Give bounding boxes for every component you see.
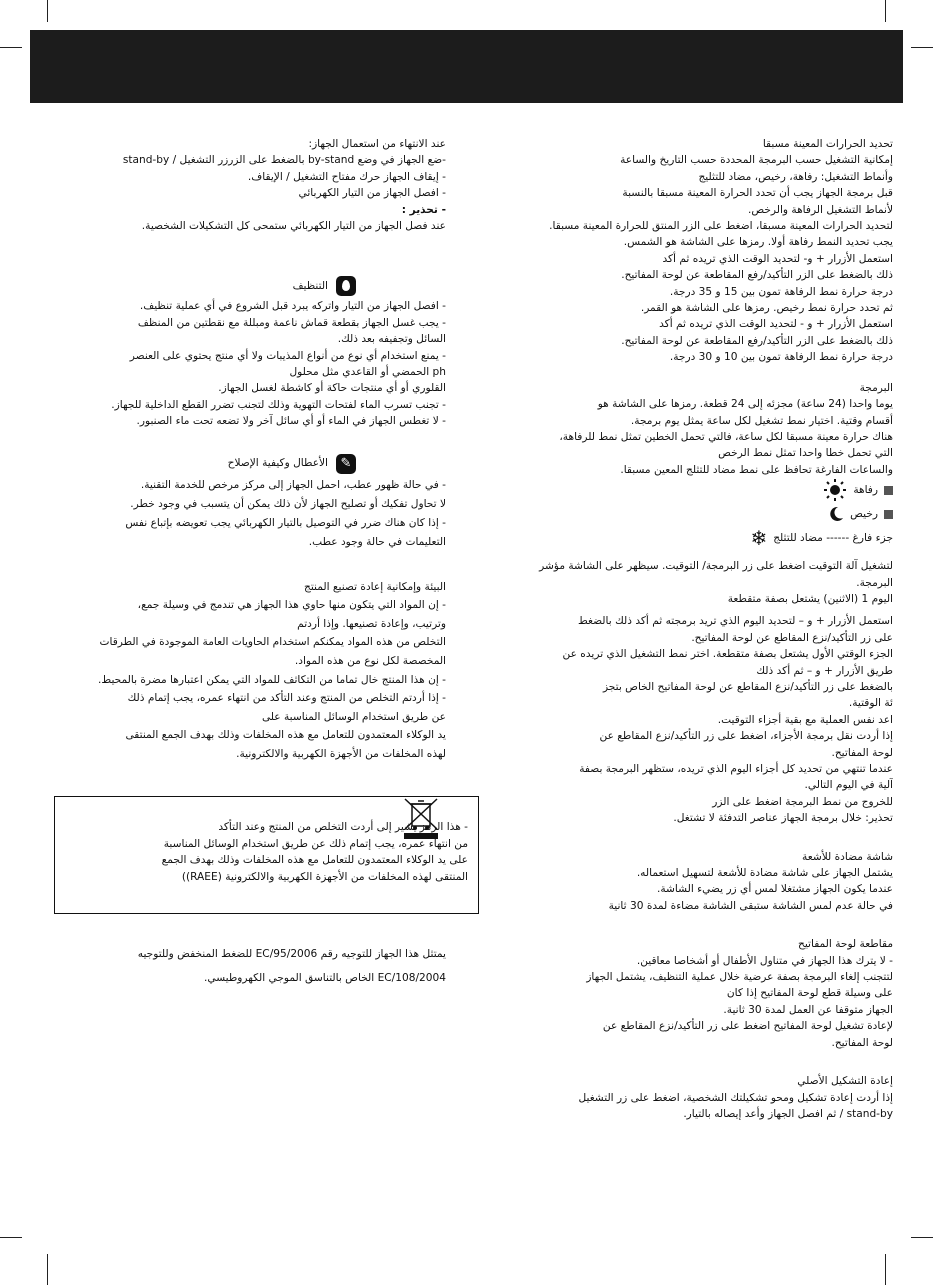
text-line: اليوم 1 (الاثنين) يشتعل بصفة متقطعة <box>727 592 893 605</box>
warning-label: - تحذير : <box>401 203 446 216</box>
text-line: - افصل الجهاز من التيار واتركه يبرد قبل الشروع في أي عملية تنظيف. <box>139 300 446 313</box>
text-line: لأنماط التشغيل الرفاهة والرخص. <box>748 203 893 216</box>
text-line: الجهاز متوقفا عن العمل لمدة 30 ثانية. <box>723 1003 893 1016</box>
text-line: - إن المواد التي يتكون منها حاوي هذا الجهاز هي تندمج في وسيلة جمع، <box>137 599 446 612</box>
factory-reset-section <box>453 1073 893 1122</box>
left-column <box>31 136 446 764</box>
crop-mark <box>47 1254 48 1285</box>
sun-icon <box>823 478 847 502</box>
after-use-section <box>31 136 446 234</box>
text-line: تحذير: خلال برمجة الجهاز عناصر التدفئة لا تشتغل. <box>673 812 893 825</box>
text-line: - افصل الجهاز من التيار الكهربائي <box>298 187 446 200</box>
text-line: درجة حرارة نمط الرفاهة تمون بين 15 و 35 درجة. <box>669 285 893 298</box>
mode-label: رفاهة <box>853 483 878 496</box>
anti-glare-section <box>453 849 893 915</box>
text-line: لهذه المخلفات من الأجهزة الكهربية والالكترونية. <box>236 748 446 761</box>
timer-section <box>453 558 893 827</box>
text-line: - لا تغطس الجهاز في الماء أو أي سائل آخر ولا تضعه تحت ماء الصنبور. <box>136 415 446 428</box>
text-line: استعمل الأزرار + و - لتحديد الوقت الذي تريده ثم أكد <box>659 318 893 331</box>
text-line: EC/108/2004 الخاص بالتناسق الموجي الكهروطيسي. <box>204 972 446 984</box>
text-line: قبل برمجة الجهاز يجب أن تحدد الحرارة المعينة مسبقا بالنسبة <box>622 187 893 200</box>
text-line: آلية في اليوم التالي. <box>804 779 893 792</box>
crop-mark <box>47 0 48 22</box>
cleaning-section <box>31 298 446 429</box>
text-line: استعمل الأزرار + و- لتحديد الوقت الذي تريده ثم أكد <box>662 252 893 265</box>
crop-mark <box>911 47 933 48</box>
text-line: وترتيب، وإعادة تصنيعها. وإذا أردتم <box>297 617 446 630</box>
crop-mark <box>0 1237 22 1238</box>
weee-notice-box <box>54 796 479 914</box>
cleaning-heading <box>31 276 446 296</box>
text-line: يد الوكلاء المعتمدون للتعامل مع هذه المخلفات وذلك بهدف الجمع المنتقى <box>125 729 446 742</box>
mode-economy <box>453 502 893 526</box>
text-line: لإعادة تشغيل لوحة المفاتيح اضغط على زر التأكيد/نزع المقاطع عن <box>602 1020 893 1033</box>
text-line: على وسيلة قطع لوحة المفاتيح إذا كان <box>726 987 893 1000</box>
text-line: يمتثل هذا الجهاز للتوجيه رقم EC/95/2006 للضغط المنخفض وللتوجيه <box>137 948 446 960</box>
text-line: المنتقى لهذه المخلفات من الأجهزة الكهربية والالكترونية (RAEE)) <box>181 870 468 883</box>
preset-temperatures-section <box>453 136 893 366</box>
text-line: أقسام وقتية. اختيار نمط تشغيل لكل ساعة يمثل يوم برمجة. <box>630 414 893 427</box>
section-heading: إعادة التشكيل الأصلي <box>797 1075 893 1088</box>
text-line: يجب تحديد النمط رفاهة أولا. رمزها على الشاشة هو الشمس. <box>623 236 893 249</box>
mode-antifreeze <box>453 526 893 550</box>
text-line: عن طريق استخدام الوسائل المناسبة على <box>261 710 446 723</box>
section-heading: مقاطعة لوحة المفاتيح <box>797 938 893 951</box>
text-line: لتحديد الحرارات المعينة مسبقا، اضغط على الزر المنتق للحرارة المعينة مسبقا. <box>549 220 893 233</box>
water-drop-icon <box>336 276 356 296</box>
mode-label: رخيص <box>850 507 878 520</box>
text-line: على زر التأكيد/نزع المقاطع عن لوحة المفاتيح. <box>691 631 893 644</box>
text-line: - لا يترك هذا الجهاز في متناول الأطفال أو أشخاصا معاقين. <box>636 954 893 967</box>
section-heading: تحديد الحرارات المعينة مسبقا <box>762 138 893 150</box>
text-line: السائل وتجفيفه بعد ذلك. <box>337 333 446 346</box>
text-line: ph الحمضي أو القاعدي مثل محلول <box>289 366 446 379</box>
ecology-section <box>31 578 446 764</box>
text-line: لوحة المفاتيح. <box>831 1036 893 1049</box>
text-line: البرمجة. <box>856 576 893 589</box>
programming-section <box>453 380 893 478</box>
text-line: لتشغيل آلة التوقيت اضغط على زر البرمجة/ التوقيت. سيظهر على الشاشة مؤشر <box>539 560 893 573</box>
right-column <box>453 136 893 1122</box>
text-line: التعليمات في حالة وجود عطب. <box>308 535 446 548</box>
section-heading: البيئة وإمكانية إعادة تصنيع المنتج <box>303 580 446 593</box>
mode-label: جزء فارغ ------ مضاد للتثلج <box>773 531 893 544</box>
section-heading: البرمجة <box>859 381 893 394</box>
text-line: التخلص من هذه المواد يمكنكم استخدام الحاويات العامة الموجودة في الطرقات <box>99 636 446 649</box>
text-line: - في حالة ظهور عطب، احمل الجهاز إلى مركز مرخص للخدمة التقنية. <box>140 478 446 491</box>
text-line: طريق الأزرار + و – ثم أكد ذلك <box>756 664 893 677</box>
text-line: - إذا أردتم التخلص من المنتج وعند التأكد من انتهاء عمره، يجب إتمام ذلك <box>127 692 446 705</box>
weee-text <box>68 819 468 885</box>
text-line: لا تحاول تفكيك أو تصليح الجهاز لأن ذلك يمكن أن يتسبب في وجود خطر. <box>130 497 446 510</box>
crop-mark <box>0 47 22 48</box>
text-line: stand-by / ثم افصل الجهاز وأعد إيصاله بالتيار. <box>683 1107 893 1120</box>
faults-section <box>31 476 446 552</box>
wrench-icon: ✎ <box>336 454 356 474</box>
text-line: إمكانية التشغيل حسب البرمجة المحددة حسب التاريخ والساعة <box>620 154 893 167</box>
text-line: اعد نفس العملية مع بقية أجزاء التوقيت. <box>717 713 893 726</box>
section-heading: عند الانتهاء من استعمال الجهاز: <box>308 138 446 150</box>
text-line: لتتجنب إلغاء البرمجة بصفة عرضية خلال عملية التنظيف، يشتمل الجهاز <box>586 971 893 984</box>
text-line: الجزء الوقتي الأول يشتعل بصفة متقطعة. اختر نمط التشغيل الذي تريده عن <box>562 648 893 661</box>
text-line: - إذا كان هناك ضرر في التوصيل بالتيار الكهربائي يجب تعويضه بإتباع نفس <box>125 516 446 529</box>
text-line: - يجب غسل الجهاز بقطعة قماش ناعمة ومبللة مع نقطتين من المنظف <box>137 316 446 329</box>
text-line: لوحة المفاتيح. <box>831 746 893 759</box>
text-line: - إيقاف الجهاز حرك مفتاح التشغيل / الإيقاف. <box>247 170 446 183</box>
snowflake-icon: ❄ <box>750 526 768 551</box>
moon-icon <box>828 506 844 522</box>
text-line: عندما تنتهي من تحديد كل أجزاء اليوم الذي تريده، ستظهر البرمجة بصفة <box>579 763 893 775</box>
crop-mark <box>885 1254 886 1285</box>
text-line: ئة الوقتية. <box>848 697 893 710</box>
text-line: يشتمل الجهاز على شاشة مضادة للأشعة لتسهيل استعماله. <box>636 867 893 880</box>
text-line: -ضع الجهاز في وضع by-stand بالضغط على الزرزر التشغيل / stand-by <box>122 154 446 167</box>
text-line: للخروج من نمط البرمجة اضغط على الزر <box>712 795 893 808</box>
keypad-lock-section <box>453 936 893 1051</box>
text-line: ذلك بالضغط على الزر التأكيد/رفع المقاطعة عن لوحة المفاتيح. <box>621 269 893 282</box>
section-heading: الأعطال وكيفية الإصلاح <box>227 457 328 470</box>
text-line: - إن هذا المنتج خال تماما من التكاثف للمواد التي يمكن اعتبارها مضرة بالمحيط. <box>98 673 446 686</box>
modes-legend <box>453 478 893 550</box>
text-line: والساعات الفارغة تحافظ على نمط مضاد للتثلج المعين مسبقا. <box>620 463 893 476</box>
text-line: ذلك بالضغط على الزر التأكيد/رفع المقاطعة عن لوحة المفاتيح. <box>621 334 893 347</box>
text-line: في حالة عدم لمس الشاشة ستبقى الشاشة مضاءة لمدة 30 ثانية <box>608 899 893 912</box>
text-line: عندما يكون الجهاز مشتغلا لمس أي زر يضيء الشاشة. <box>656 883 893 896</box>
directives-note <box>31 942 446 990</box>
header-bar <box>30 30 903 103</box>
one-bar-marker <box>884 510 893 519</box>
text-line: إذا أردت إعادة تشكيل ومحو تشكيلتك الشخصية، اضغط على زر التشغيل <box>578 1091 893 1104</box>
text-line: المخصصة لكل نوع من هذه المواد. <box>294 655 446 668</box>
text-line: - هذا الرمز يشير إلى أردت التخلص من المنتج وعند التأكد <box>218 821 468 833</box>
faults-heading <box>31 454 446 474</box>
text-line: - تجنب تسرب الماء لفتحات التهوية وذلك لتجنب تضرر القطع الداخلية للجهاز. <box>111 398 446 411</box>
crop-mark <box>911 1237 933 1238</box>
text-line: وأنماط التشغيل: رفاهة، رخيص، مضاد للتثليج <box>698 170 893 183</box>
text-line: إذا أردت نقل برمجة الأجزاء، اضغط على زر التأكيد/نزع المقاطع عن <box>599 730 893 743</box>
section-heading: شاشة مضادة للأشعة <box>802 850 893 863</box>
crop-mark <box>885 0 886 22</box>
text-line: على يد الوكلاء المعتمدون للتعامل مع هذه المخلفات وذلك بهدف الجمع <box>161 854 468 866</box>
text-line: درجة حرارة نمط الرفاهة تمون بين 10 و 30 درجة. <box>669 351 893 364</box>
text-line: بالضغط على زر التأكيد/نزع المقاطع عن لوحة المفاتيح الخاص بتجز <box>602 680 893 693</box>
mode-comfort <box>453 478 893 502</box>
text-line: استعمل الأزرار + و – لتحديد اليوم الذي تريد برمجته ثم أكد ذلك بالضغط <box>577 615 893 628</box>
text-line: - يمنع استخدام أي نوع من أنواع المذيبات ولا أي منتج يحتوي على العنصر <box>129 349 446 362</box>
text-line: يوما واحدا (24 ساعة) مجزئه إلى 24 قطعة. رمزها على الشاشة هو <box>597 398 893 411</box>
two-bar-marker <box>884 486 893 495</box>
text-line: عند فصل الجهاز من التيار الكهربائي ستمحى كل التشكيلات الشخصية. <box>141 220 446 233</box>
section-heading: التنظيف <box>292 280 328 293</box>
text-line: التي تحمل خطا واحدا تمثل نمط الرخص <box>718 447 893 460</box>
text-line: ثم تحدد حرارة نمط رخيص. رمزها على الشاشة هو القمر. <box>640 302 893 315</box>
text-line: هناك حرارة معينة مسبقا لكل ساعة، فالتي تحمل الخطين تمثل نمط للرفاهة، <box>559 430 893 443</box>
text-line: من انتهاء عمره، يجب إتمام ذلك عن طريق استخدام الوسائل المناسبة <box>163 837 468 850</box>
text-line: القلوري أو أي منتجات حاكة أو كاشطة لغسل الجهاز. <box>218 382 446 395</box>
